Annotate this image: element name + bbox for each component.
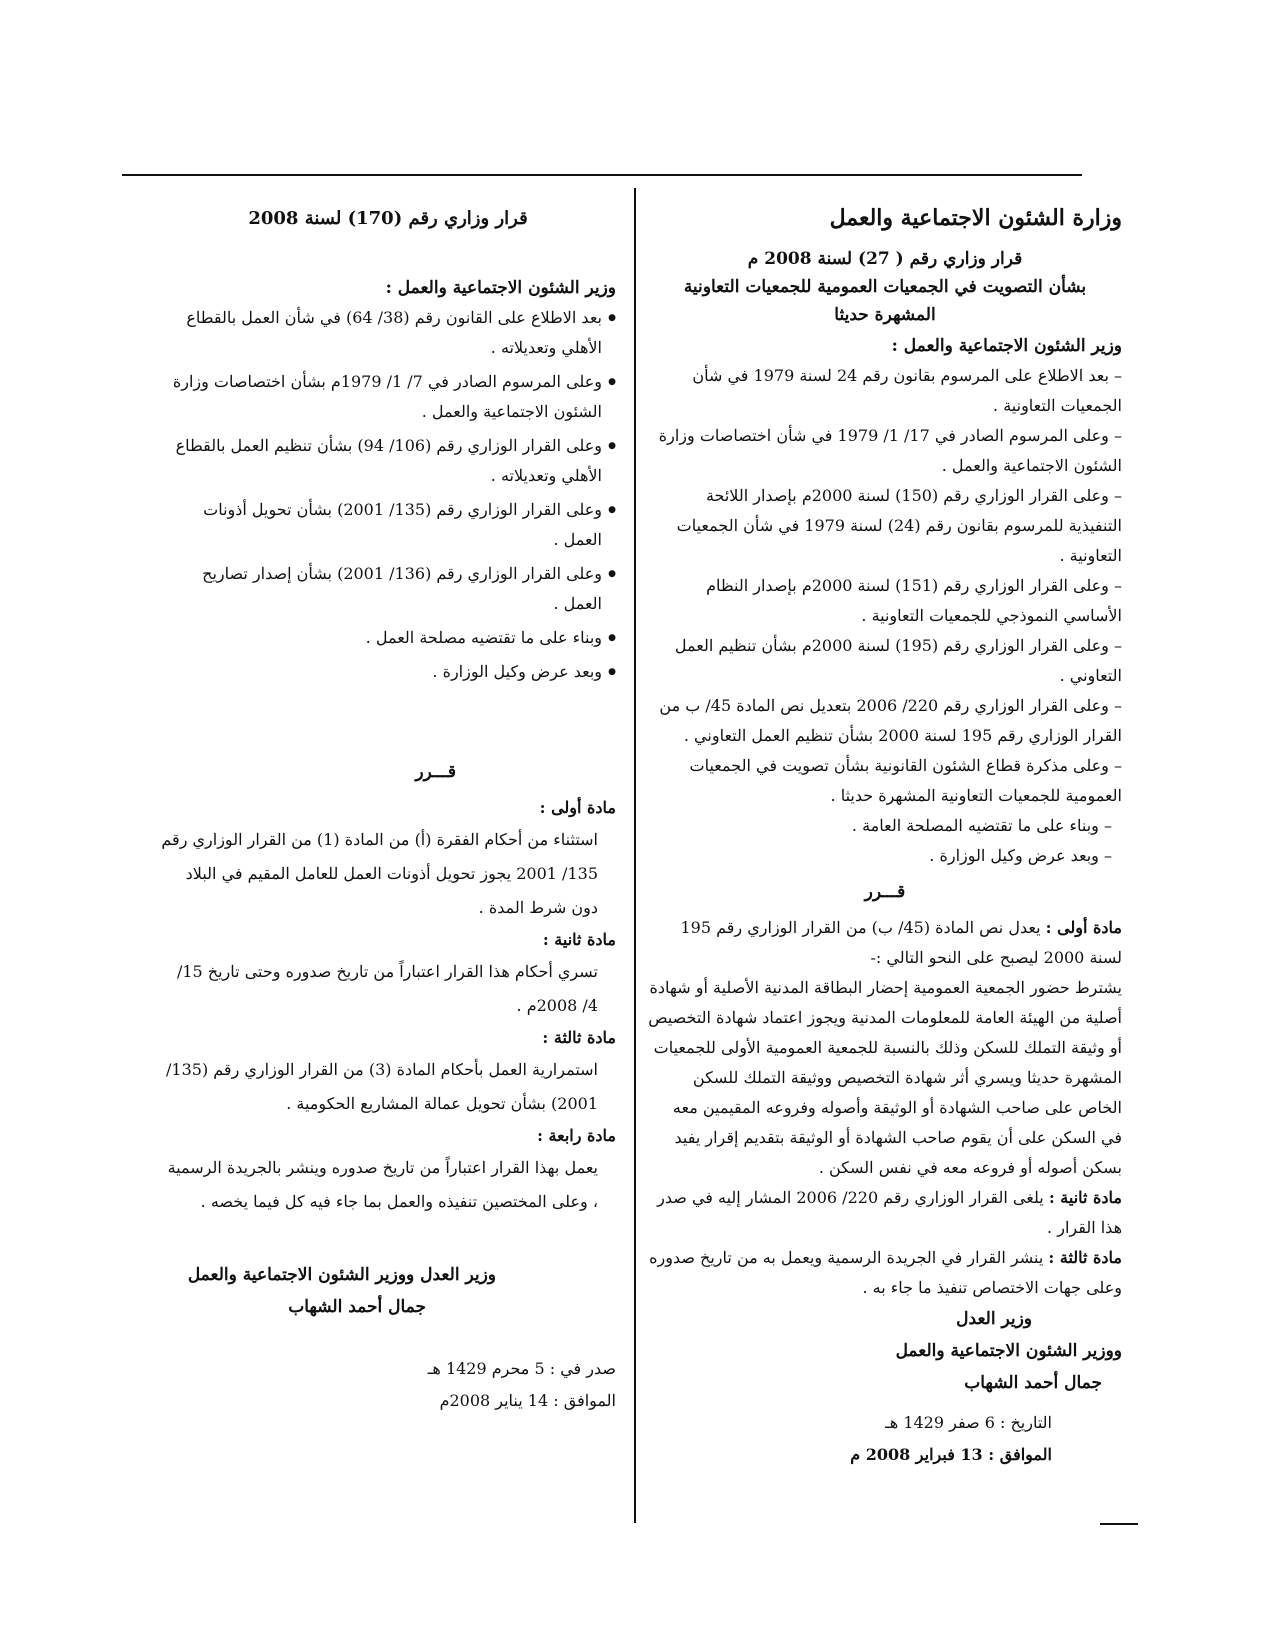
preamble-bullet: ● وعلى القرار الوزاري رقم (106/ 94) بشأن تنظيم العمل بالقطاع الأهلي وتعديلاته .: [160, 431, 616, 491]
decree-subject-line-1: بشأن التصويت في الجمعيات العمومية للجمعيات التعاونية: [683, 277, 1087, 297]
issue-date-hijri: التاريخ : 6 صفر 1429 هـ: [885, 1413, 1052, 1432]
preamble-bullet: ● وعلى المرسوم الصادر في 7/ 1/ 1979م بشأن اختصاصات وزارة الشئون الاجتماعية والعمل .: [160, 367, 616, 427]
left-preamble-list: [160, 303, 616, 687]
left-signature-name: جمال أحمد الشهاب: [288, 1297, 426, 1317]
column-divider: [634, 188, 636, 1523]
preamble-item: – وبناء على ما تقتضيه المصلحة العامة .: [648, 811, 1122, 841]
article-3-text: ينشر القرار في الجريدة الرسمية ويعمل به من تاريخ صدوره وعلى جهات الاختصاص تنفيذ ما جاء به .: [649, 1248, 1122, 1297]
left-article-3-text: استمرارية العمل بأحكام المادة (3) من القرار الوزاري رقم (135/ 2001) بشأن تحويل عمالة المشاريع الحكومية .: [166, 1060, 598, 1113]
preamble-item: – وعلى المرسوم الصادر في 17/ 1/ 1979 في شأن اختصاصات وزارة الشئون الاجتماعية والعمل .: [648, 421, 1122, 481]
preamble-item: – وعلى القرار الوزاري رقم (150) لسنة 2000م بإصدار اللائحة التنفيذية للمرسوم بقانون رقم (24) لسنة 1979 في شأن الجمعيات التعاونية .: [648, 481, 1122, 571]
article-1-text: يعدل نص المادة (45/ ب) من القرار الوزاري رقم 195 لسنة 2000 ليصبح على النحو التالي :-: [680, 918, 1122, 967]
article-2-label: مادة ثانية :: [1048, 1188, 1122, 1207]
right-column: [648, 205, 1122, 1471]
article-1: [648, 913, 1122, 973]
preamble-bullet: ● وعلى القرار الوزاري رقم (136/ 2001) بشأن إصدار تصاريح العمل .: [160, 559, 616, 619]
preamble-bullet: ● وعلى القرار الوزاري رقم (135/ 2001) بشأن تحويل أذونات العمل .: [160, 495, 616, 555]
preamble-item: – وعلى مذكرة قطاع الشئون القانونية بشأن تصويت في الجمعيات العمومية للجمعيات التعاونية المشهرة حديثا .: [648, 751, 1122, 811]
preamble-bullet: ● بعد الاطلاع على القانون رقم (38/ 64) في شأن العمل بالقطاع الأهلي وتعديلاته .: [160, 303, 616, 363]
left-article-4-text: يعمل بهذا القرار اعتباراً من تاريخ صدوره وينشر بالجريدة الرسمية ، وعلى المختصين تنفيذه والعمل بما جاء فيه كل فيما يخصه .: [167, 1158, 598, 1211]
preamble-item: – وعلى القرار الوزاري رقم (195) لسنة 2000م بشأن تنظيم العمل التعاوني .: [648, 631, 1122, 691]
left-article-4-label: مادة رابعة :: [537, 1126, 616, 1145]
article-3-label: مادة ثالثة :: [1048, 1248, 1122, 1267]
decree-title: قرار وزاري رقم ( 27) لسنة 2008 م: [747, 249, 1023, 269]
article-1-body: يشترط حضور الجمعية العمومية إحضار البطاقة المدنية الأصلية أو شهادة أصلية من الهيئة العامة للمعلومات المدنية ويجوز اعتماد شهادة التخصيص أو وثيقة التملك للسكن وذلك بالنسبة للجمعية العمومية الأولى للجمعيات المشهرة حديثا ويسري أثر شهادة التخصيص ووثيقة التملك للسكن الخاص على صاحب الشهادة أو الوثيقة وأصوله وفروعه المقيمين معه في السكن على أن يقوم صاحب الشهادة أو الوثيقة بتقديم إقرار يفيد بسكن أصوله أو فروعه معه في نفس السكن .: [648, 978, 1122, 1177]
article-3: [648, 1243, 1122, 1303]
left-issue-date-hijri: صدر في : 5 محرم 1429 هـ: [427, 1359, 616, 1378]
top-rule: [122, 174, 1082, 176]
left-article-2-label: مادة ثانية :: [542, 930, 616, 949]
ministry-section-title: وزارة الشئون الاجتماعية والعمل: [829, 205, 1122, 231]
article-2-text: يلغى القرار الوزاري رقم 220/ 2006 المشار إليه في صدر هذا القرار .: [657, 1188, 1122, 1237]
decided-heading: قـــرر: [864, 882, 906, 902]
left-decided-heading: قـــرر: [415, 762, 456, 782]
decree-subject-line-2: المشهرة حديثا: [834, 305, 936, 325]
left-article-1-text: استثناء من أحكام الفقرة (أ) من المادة (1) من القرار الوزاري رقم 135/ 2001 يجوز تحويل أذونات العمل للعامل المقيم في البلاد دون شرط المدة .: [161, 830, 598, 917]
preamble-item: – بعد الاطلاع على المرسوم بقانون رقم 24 لسنة 1979 في شأن الجمعيات التعاونية .: [648, 361, 1122, 421]
issue-date-gregorian: الموافق : 13 فبراير 2008 م: [850, 1445, 1052, 1464]
preamble-item: – وعلى القرار الوزاري رقم 220/ 2006 بتعديل نص المادة 45/ ب من القرار الوزاري رقم 195 لسنة 2000 بشأن تنظيم العمل التعاوني .: [648, 691, 1122, 751]
left-article-3-label: مادة ثالثة :: [542, 1028, 616, 1047]
preamble-bullet: ● وبناء على ما تقتضيه مصلحة العمل .: [160, 623, 616, 653]
left-issue-date-gregorian: الموافق : 14 يناير 2008م: [439, 1391, 616, 1410]
signature-title-1: وزير العدل: [956, 1309, 1032, 1329]
decree-170-title: قرار وزاري رقم (170) لسنة 2008: [248, 208, 528, 229]
signature-title-2: ووزير الشئون الاجتماعية والعمل: [895, 1341, 1122, 1361]
minister-heading: وزير الشئون الاجتماعية والعمل :: [891, 336, 1122, 356]
left-signature-title: وزير العدل ووزير الشئون الاجتماعية والعمل: [187, 1265, 496, 1285]
signature-name: جمال أحمد الشهاب: [964, 1373, 1102, 1393]
left-article-2-text: تسري أحكام هذا القرار اعتباراً من تاريخ صدوره وحتى تاريخ 15/ 4/ 2008م .: [176, 962, 598, 1015]
bottom-rule: [1100, 1523, 1138, 1525]
left-minister-heading: وزير الشئون الاجتماعية والعمل :: [385, 278, 616, 298]
preamble-bullet: ● وبعد عرض وكيل الوزارة .: [160, 657, 616, 687]
left-column: [160, 208, 616, 1417]
article-2: [648, 1183, 1122, 1243]
article-1-label: مادة أولى :: [1045, 918, 1122, 937]
left-article-1-label: مادة أولى :: [539, 798, 616, 817]
preamble-item: – وعلى القرار الوزاري رقم (151) لسنة 2000م بإصدار النظام الأساسي النموذجي للجمعيات التعاونية .: [648, 571, 1122, 631]
preamble-item: – وبعد عرض وكيل الوزارة .: [648, 841, 1122, 871]
